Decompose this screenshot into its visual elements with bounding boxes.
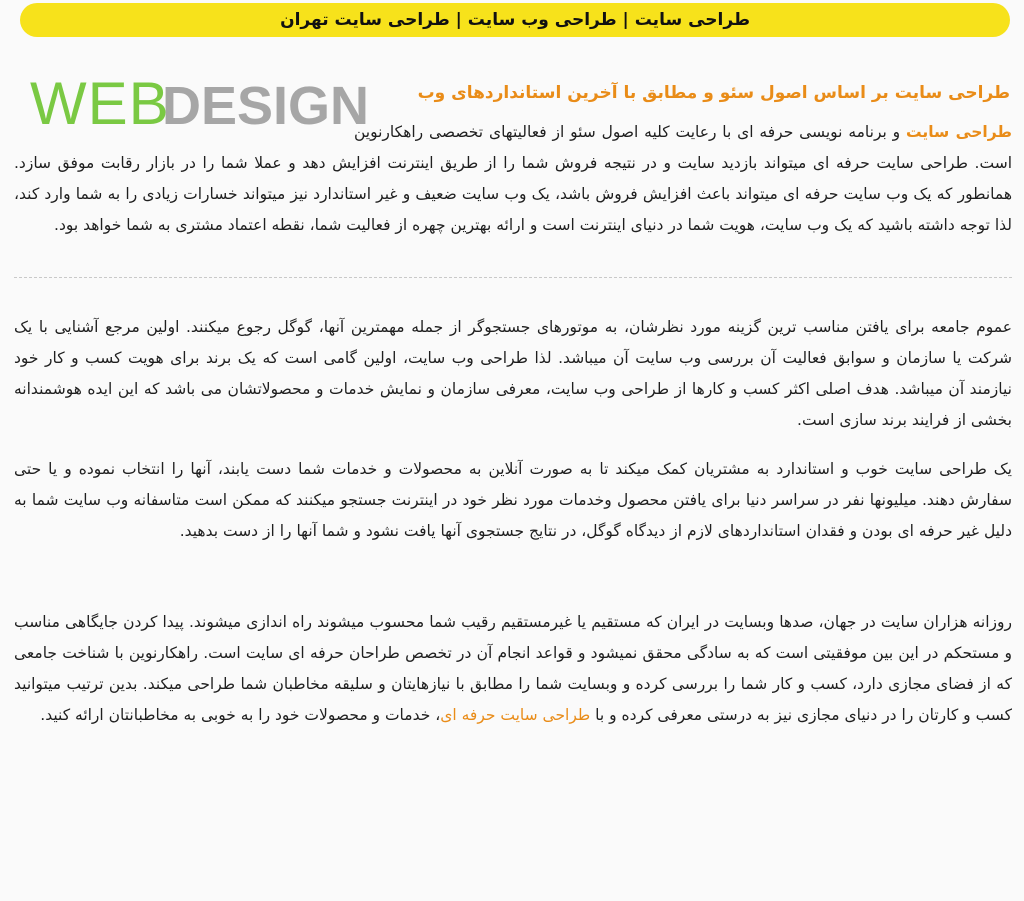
- paragraph-2: عموم جامعه برای یافتن مناسب ترین گزینه مورد نظرشان، به موتورهای جستجوگر از جمله مهمترین آنها، گوگل رجوع میکنند. اولین مرجع آشنایی با یک شرکت یا سازمان و سوابق فعالیت آن بررسی وب سایت آن میباشد. لذا طراحی وب سایت، اولین گامی است که یک برند برای هویت کسب و کار خود نیازمند آن میباشد. هدف اصلی اکثر کسب و کارها از طراحی وب سایت، معرفی سازمان و نمایش خدمات و محصولاتشان می باشد که این ایده هوشمندانه بخشی از فرایند برند سازی است.: [14, 318, 1012, 429]
- page-title-bar: [20, 3, 1010, 37]
- logo-word-web: WEB: [30, 70, 170, 137]
- page-title: طراحی سایت | طراحی وب سایت | طراحی سایت تهران: [280, 10, 750, 30]
- logo-word-design: DESIGN: [162, 76, 370, 136]
- intro-paragraph: [14, 117, 1012, 241]
- intro-highlight: طراحی سایت: [905, 123, 1012, 141]
- paragraph-4-end: ، خدمات و محصولات خود را به خوبی به مخاطبانتان ارائه کنید.: [40, 706, 441, 724]
- section-divider: [14, 277, 1012, 278]
- web-design-link[interactable]: طراحی سایت حرفه ای: [440, 706, 591, 724]
- article-heading: طراحی سایت بر اساس اصول سئو و مطابق با آخرین استانداردهای وب: [417, 83, 1010, 103]
- logo-spacer: [14, 78, 354, 134]
- paragraph-4-text: روزانه هزاران سایت در جهان، صدها وبسایت در ایران که مستقیم یا غیرمستقیم رقیب شما محسوب میشوند راه اندازی میشوند. پیدا کردن جایگاهی مناسب و مستحکم در این بین موفقیتی است که به سادگی محقق نمیشود و قواعد انجام آن در تخصص طراحان حرفه ای سایت است. راهکارنوین با شناخت جامعی که از فضای مجازی دارد، کسب و کار شما را بررسی کرده و وبسایت شما را مطابق با نیازهایتان و سلیقه مخاطبان شما طراحی میکند. بدین ترتیب میتوانید کسب و کارتان را در دنیای مجازی نیز به درستی معرفی کرده و با: [14, 613, 1012, 724]
- intro-text: و برنامه نویسی حرفه ای با رعایت کلیه اصول سئو از فعالیتهای تخصصی راهکارنوین است. طراحی سایت حرفه ای میتواند بازدید سایت و در نتیجه فروش شما را از طریق اینترنت افزایش دهد و عملا شما را در بازار رقابت موفق سازد. همانطور که یک وب سایت حرفه ای میتواند باعث افزایش فروش باشد، یک وب سایت ضعیف و غیر استاندارد نیز میتواند خسارات زیادی را به شما وارد کند، لذا توجه داشته باشید که یک وب سایت، هویت شما در دنیای اینترنت است و ارائه بهترین چهره از فعالیت شما، نقطه اعتماد مشتری به شما خواهد بود.: [14, 123, 1012, 234]
- spacer: [14, 565, 1012, 607]
- paragraph-4: [14, 607, 1012, 731]
- article-content: [14, 78, 1012, 749]
- paragraph-3: یک طراحی سایت خوب و استاندارد به مشتریان کمک میکند تا به صورت آنلاین به محصولات و خدمات شما دست یابند، آنها را انتخاب نموده و یا حتی سفارش دهند. میلیونها نفر در سراسر دنیا برای یافتن محصول وخدمات مورد نظر خود در اینترنت جستجو میکنند که ممکن است متاسفانه وب سایت شما به دلیل غیر حرفه ای بودن و فقدان استانداردهای لازم از دیدگاه گوگل، در نتایج جستجوی آنها یافت نشود و شما آنها را از دست بدهید.: [14, 460, 1012, 540]
